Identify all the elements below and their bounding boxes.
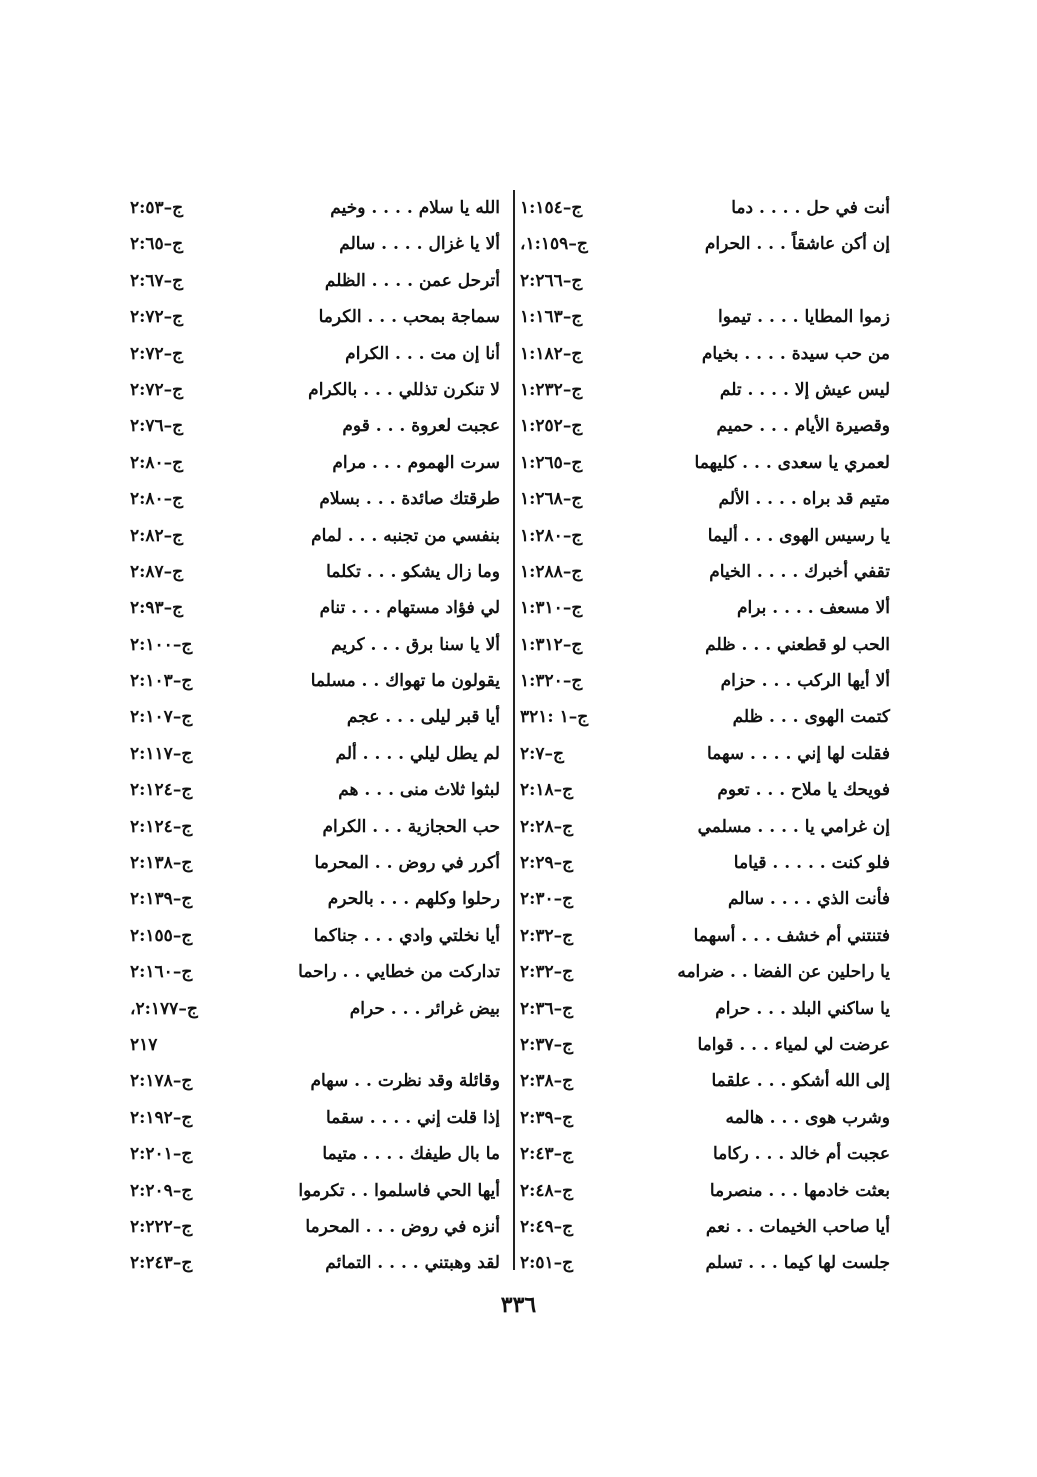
verse-incipit: كتمت الهوى . . . ظلم	[732, 707, 890, 728]
verse-incipit: لعمري يا سعدى . . . كليهما	[694, 452, 890, 473]
volume-page-reference: ج–٢:٣٦	[520, 998, 574, 1019]
index-entry	[130, 372, 500, 408]
index-entry	[130, 336, 500, 372]
verse-incipit: أيا قبر ليلى . . . عجم	[346, 707, 500, 728]
column-divider	[513, 190, 515, 1270]
verse-incipit: إلى الله أشكو . . . علقما	[711, 1071, 890, 1092]
verse-incipit: ألا أيها الركب . . . حزام	[720, 671, 890, 692]
verse-incipit: عجبت أم خالد . . . ركاما	[712, 1144, 890, 1165]
index-entry	[130, 1136, 500, 1172]
index-entry	[130, 699, 500, 735]
verse-incipit: ليس عيش إلا . . . . تلم	[719, 379, 890, 400]
verse-incipit: زموا المطايا . . . . تيموا	[718, 307, 890, 328]
volume-page-reference: ج–٢:١٣٨	[130, 853, 193, 874]
volume-page-reference: ج–٢:١٨	[520, 780, 574, 801]
volume-page-reference: ج–١:١٦٣	[520, 307, 583, 328]
index-entry	[130, 1063, 500, 1099]
verse-incipit: لم يطل ليلي . . . . ألم	[335, 743, 500, 764]
index-entry	[130, 845, 500, 881]
volume-page-reference: ج–٢:١٥٥	[130, 925, 193, 946]
index-entry	[130, 918, 500, 954]
volume-page-reference: ج–٢:٢٠١	[130, 1144, 193, 1165]
volume-page-reference: ج–٢:٦٥	[130, 234, 184, 255]
index-entry	[130, 1100, 500, 1136]
verse-incipit: يقولون ما تهواك . . مسلما	[310, 671, 500, 692]
index-entry	[520, 1209, 890, 1245]
index-entry	[130, 991, 500, 1027]
index-entry	[130, 809, 500, 845]
index-entry	[520, 518, 890, 554]
verse-incipit: متيم قد براه . . . . الألم	[718, 489, 890, 510]
verse-incipit: حب الحجازية . . . الكرام	[322, 816, 500, 837]
verse-incipit: إن غرامي يا . . . . مسلمي	[697, 816, 890, 837]
volume-page-reference: ج–١:٢٥٢	[520, 416, 583, 437]
verse-incipit: ما بال طيفك . . . . متيما	[322, 1144, 500, 1165]
index-entry	[520, 263, 890, 299]
volume-page-reference: ج–٢:١٠٣	[130, 671, 193, 692]
volume-page-reference: ج–١:٢٨٨	[520, 561, 583, 582]
volume-page-reference: ج–٢:٤٣	[520, 1144, 574, 1165]
index-entry	[130, 736, 500, 772]
volume-page-reference: ج–١:٢٨٠	[520, 525, 583, 546]
volume-page-reference: ج–٢:٤٨	[520, 1180, 574, 1201]
index-entry	[520, 772, 890, 808]
verse-incipit: أيا نخلتي وادي . . . جناكما	[313, 925, 500, 946]
verse-incipit: لقد وهبتني . . . . التمائم	[325, 1253, 500, 1274]
index-entry	[130, 881, 500, 917]
index-entry	[130, 445, 500, 481]
volume-page-reference: ج–٢:١٧٨	[130, 1071, 193, 1092]
verse-incipit: إن أكن عاشقاً . . . الحرام	[704, 234, 890, 255]
index-entry	[520, 736, 890, 772]
index-entry	[520, 336, 890, 372]
volume-page-reference: ج–١:١٥٩،	[520, 234, 588, 255]
volume-page-reference: ج–٢:٢٦٦	[520, 270, 583, 291]
index-entry	[520, 627, 890, 663]
index-entry	[130, 518, 500, 554]
volume-page-reference: ج–٢:٧٢	[130, 343, 184, 364]
volume-page-reference: ج–٢:١٣٩	[130, 889, 193, 910]
verse-incipit: فويحك يا ملاح . . . تعوم	[717, 780, 890, 801]
verse-incipit: ألا مسعف . . . . برام	[736, 598, 890, 619]
page-number: ٣٣٦	[500, 1292, 537, 1318]
volume-page-reference: ج–٢:٤٩	[520, 1216, 574, 1237]
volume-page-reference: ج–٢:٨٠	[130, 452, 184, 473]
verse-incipit: ألا يا سنا برق . . . كريم	[331, 634, 500, 655]
volume-page-reference: ج–٢:٨٢	[130, 525, 184, 546]
volume-page-reference: ج–٢:١٢٤	[130, 816, 193, 837]
index-entry	[520, 1100, 890, 1136]
volume-page-reference: ج–٢:٧٦	[130, 416, 184, 437]
volume-page-reference: ج–٢:٣٢	[520, 925, 574, 946]
index-entry	[130, 481, 500, 517]
volume-page-reference: ج–٢:٨٠	[130, 489, 184, 510]
verse-incipit: بيض غرائر . . . حرام	[349, 998, 500, 1019]
volume-page-reference: ج–١:٣١٢	[520, 634, 583, 655]
verse-incipit: وقصيرة الأيام . . . حميم	[716, 416, 890, 437]
volume-page-reference: ج–٢:٥١	[520, 1253, 574, 1274]
index-entry	[520, 881, 890, 917]
volume-page-reference: ج–٢:٥٣	[130, 198, 184, 218]
index-entry	[520, 845, 890, 881]
volume-page-reference: ج–٢:٧٢	[130, 307, 184, 328]
verse-incipit: وشرب هوى . . . هالمه	[725, 1107, 890, 1128]
verse-incipit: الله يا سلام . . . . وخيم	[330, 198, 500, 218]
index-entry	[520, 1245, 890, 1281]
verse-incipit: سماجة بمحب . . . الكرما	[318, 307, 500, 328]
verse-incipit: جلست لها كيما . . . تسلم	[705, 1253, 890, 1274]
volume-page-reference: ج–٢:٣٠	[520, 889, 574, 910]
verse-incipit: إذا قلت إني . . . . سقما	[325, 1107, 500, 1128]
verse-incipit: ألا يا غزال . . . . سالم	[339, 234, 500, 255]
right-index-column	[520, 190, 890, 1282]
index-entry	[520, 190, 890, 226]
index-entry	[520, 991, 890, 1027]
verse-incipit: فتنتني أم خشف . . . أسهما	[693, 925, 890, 946]
volume-page-reference: ج–٢:٩٣	[130, 598, 184, 619]
verse-incipit: أكرر في روض . . المحرما	[314, 853, 500, 874]
volume-page-reference: ج–٢:١٧٧،	[130, 998, 198, 1019]
verse-incipit: يا ساكني البلد . . . حرام	[715, 998, 890, 1019]
volume-page-reference: ج–٢:١٠٧	[130, 707, 193, 728]
index-entry	[130, 408, 500, 444]
volume-page-reference: ج–٢:١٦٠	[130, 962, 193, 983]
verse-incipit: تقفي أخبرك . . . . الخيام	[709, 561, 890, 582]
index-entry	[130, 954, 500, 990]
index-entry	[130, 772, 500, 808]
index-entry	[130, 299, 500, 335]
index-entry	[520, 372, 890, 408]
volume-page-reference: ج–٢:٣٩	[520, 1107, 574, 1128]
volume-page-reference: ج–١:٢٦٥	[520, 452, 583, 473]
index-entry	[520, 408, 890, 444]
volume-page-reference: ج–٢:٦٧	[130, 270, 184, 291]
volume-page-reference: ج–٢:٣٧	[520, 1034, 574, 1055]
index-entry	[520, 954, 890, 990]
volume-page-reference: ج–٢:٧٢	[130, 379, 184, 400]
volume-page-reference: ج–٢:١٩٢	[130, 1107, 193, 1128]
verse-incipit: يا راحلين عن الفضا . . ضرامه	[677, 962, 890, 983]
volume-page-reference: ج–١:٢٦٨	[520, 489, 583, 510]
index-entry	[520, 481, 890, 517]
index-entry	[130, 190, 500, 226]
verse-incipit: طرقتك صائدة . . . بسلام	[319, 489, 500, 510]
volume-page-reference: ج–١:٣١٠	[520, 598, 583, 619]
index-entry	[520, 663, 890, 699]
verse-incipit: عرضت لي لمياء . . . قواما	[697, 1034, 890, 1055]
volume-page-reference: ج–٢:٢٢٢	[130, 1216, 193, 1237]
left-index-column	[130, 190, 500, 1282]
verse-incipit: رحلوا وكلهم . . . بالحرم	[327, 889, 500, 910]
volume-page-reference: ج–٢:٧	[520, 743, 565, 764]
index-entry	[130, 627, 500, 663]
verse-incipit: لا تنكرن تذللي . . . بالكرام	[308, 379, 500, 400]
verse-incipit: لبثوا ثلاث منى . . . هم	[338, 780, 500, 801]
index-entry	[520, 918, 890, 954]
verse-incipit: من حب سيدة . . . . بخيام	[701, 343, 890, 364]
verse-incipit: الحب لو قطعني . . . ظلم	[705, 634, 890, 655]
index-entry	[130, 1173, 500, 1209]
volume-page-reference: ج–١ :٣٢١	[520, 707, 589, 728]
verse-incipit: أترحل عمن . . . . الظلم	[324, 270, 500, 291]
index-entry	[520, 1027, 890, 1063]
volume-page-reference: ٢١٧	[130, 1034, 158, 1055]
index-entry	[520, 226, 890, 262]
verse-incipit: بنفسي من تجنبه . . . لمام	[311, 525, 500, 546]
index-entry	[520, 809, 890, 845]
index-entry	[130, 590, 500, 626]
index-entry	[130, 263, 500, 299]
verse-incipit: عجبت لعروة . . . قوم	[342, 416, 500, 437]
verse-incipit: تداركت من خطايي . . راحما	[298, 962, 500, 983]
verse-incipit: سرت الهموم . . . مرام	[332, 452, 500, 473]
index-entry	[520, 590, 890, 626]
verse-incipit: وما زال يشكو . . . تكلما	[326, 561, 500, 582]
verse-incipit: فأنت الذي . . . . سالم	[728, 889, 890, 910]
verse-incipit: لي فؤاد مستهام . . . تنام	[319, 598, 500, 619]
verse-incipit: أنزه في روض . . . المحرما	[305, 1216, 500, 1237]
index-entry	[520, 445, 890, 481]
verse-incipit: فقلت لها إني . . . . سهما	[706, 743, 890, 764]
volume-page-reference: ج–٢:٣٢	[520, 962, 574, 983]
volume-page-reference: ج–٢:٢٩	[520, 853, 574, 874]
verse-incipit: بعثت خادمها . . . منصرما	[709, 1180, 890, 1201]
index-entry	[520, 554, 890, 590]
volume-page-reference: ج–٢:٨٧	[130, 561, 184, 582]
verse-incipit: أيا صاحب الخيمات . . نعم	[705, 1216, 890, 1237]
verse-incipit: أنا إن مت . . . الكرام	[345, 343, 500, 364]
verse-incipit: أنت في حل . . . . دما	[731, 198, 890, 218]
index-entry	[520, 699, 890, 735]
index-entry	[130, 1245, 500, 1281]
index-entry	[130, 1027, 500, 1063]
volume-page-reference: ج–١:١٨٢	[520, 343, 583, 364]
verse-incipit: فلو كنت . . . . . قياما	[733, 853, 890, 874]
volume-page-reference: ج–١:٢٣٢	[520, 379, 583, 400]
volume-page-reference: ج–٢:٣٨	[520, 1071, 574, 1092]
volume-page-reference: ج–٢:٢٨	[520, 816, 574, 837]
index-entry	[130, 226, 500, 262]
volume-page-reference: ج–٢:٢٠٩	[130, 1180, 193, 1201]
index-entry	[520, 299, 890, 335]
verse-incipit: يا رسيس الهوى . . . أليما	[707, 525, 890, 546]
index-entry	[520, 1136, 890, 1172]
verse-incipit: وقائلة وقد نظرت . . سهام	[310, 1071, 500, 1092]
index-entry	[130, 663, 500, 699]
verse-incipit: أيها الحي فاسلموا . . تكرموا	[298, 1180, 500, 1201]
volume-page-reference: ج–٢:١١٧	[130, 743, 193, 764]
index-entry	[130, 1209, 500, 1245]
volume-page-reference: ج–٢:٢٤٣	[130, 1253, 193, 1274]
volume-page-reference: ج–١:٣٢٠	[520, 671, 583, 692]
volume-page-reference: ج–١:١٥٤	[520, 198, 583, 218]
index-entry	[520, 1063, 890, 1099]
volume-page-reference: ج–٢:١٢٤	[130, 780, 193, 801]
index-entry	[520, 1173, 890, 1209]
index-entry	[130, 554, 500, 590]
volume-page-reference: ج–٢:١٠٠	[130, 634, 193, 655]
